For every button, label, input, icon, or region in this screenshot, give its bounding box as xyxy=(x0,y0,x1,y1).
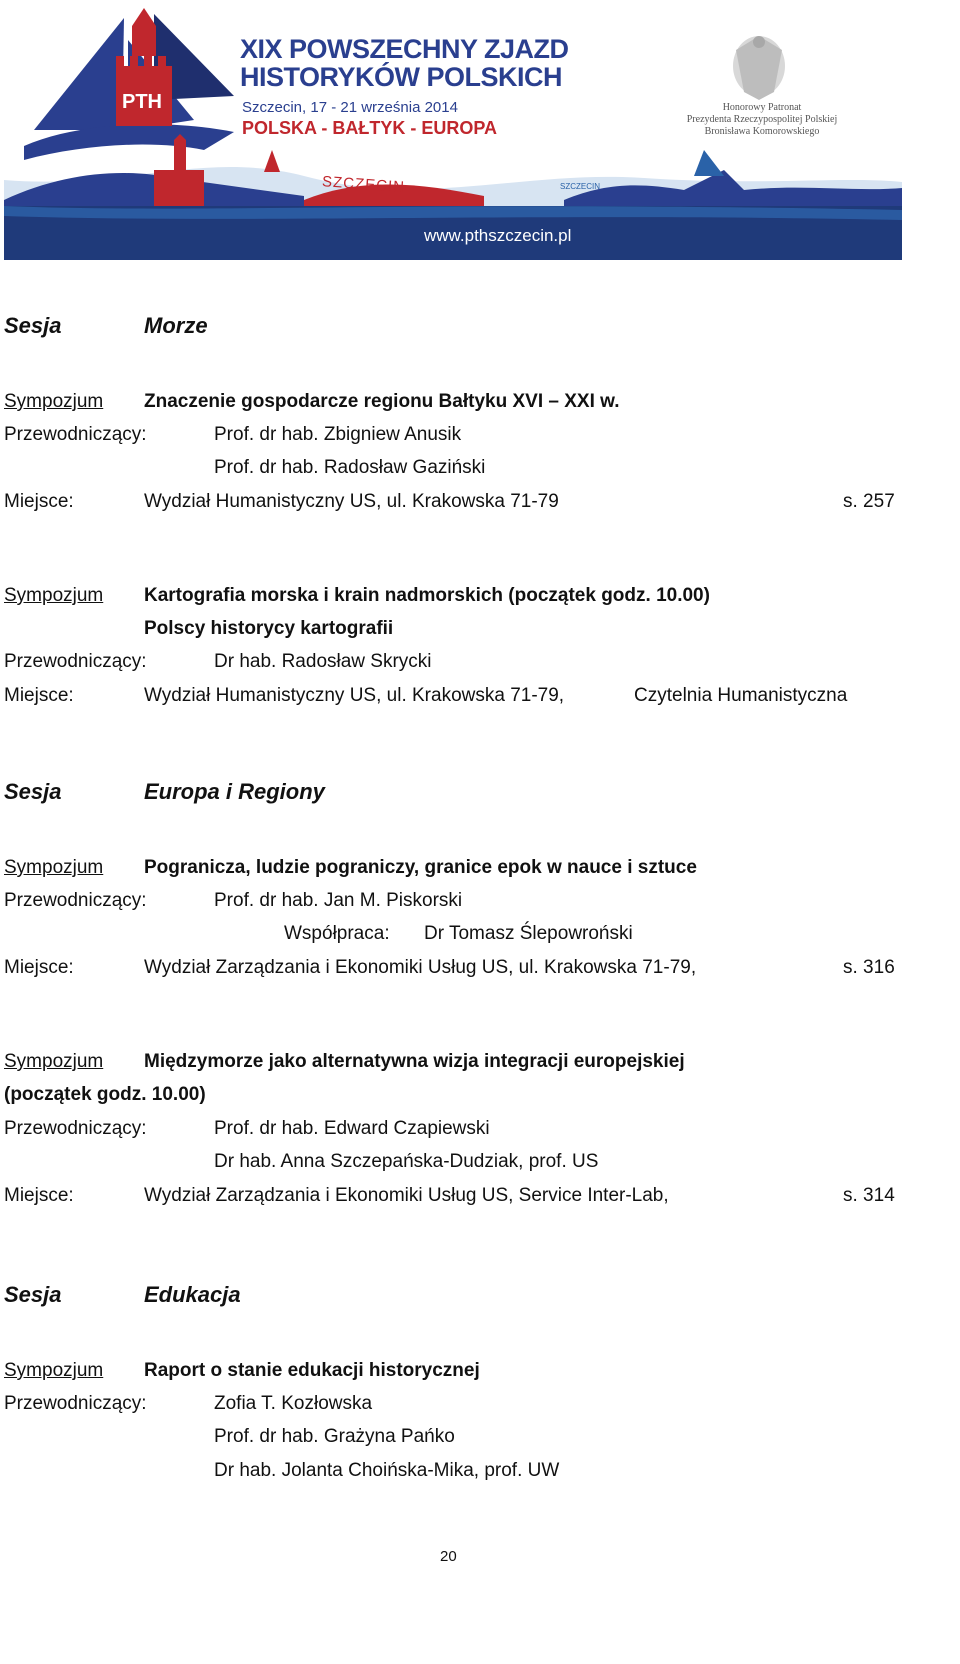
conference-banner xyxy=(4,0,902,260)
chair-label: Przewodniczący: xyxy=(4,424,147,445)
banner-patronage: Honorowy Patronat Prezydenta Rzeczypospolitej Polskiej Bronisława Komorowskiego xyxy=(686,102,838,137)
banner-url: www.pthszczecin.pl xyxy=(424,226,572,245)
symposium-title: Raport o stanie edukacji historycznej xyxy=(144,1360,480,1381)
room-value: s. 316 xyxy=(843,957,895,978)
place-value: Wydział Humanistyczny US, ul. Krakowska 71-79 xyxy=(144,491,559,512)
banner-title-line1: XIX POWSZECHNY ZJAZD xyxy=(240,34,569,64)
chair-name: Dr hab. Jolanta Choińska-Mika, prof. UW xyxy=(214,1460,560,1481)
chair-name: Prof. dr hab. Zbigniew Anusik xyxy=(214,424,462,445)
symposium-subtitle: (początek godz. 10.00) xyxy=(4,1084,206,1105)
banner-city: SZCZECIN xyxy=(321,173,406,196)
session-title: Edukacja xyxy=(144,1282,241,1307)
chair-name: Prof. dr hab. Edward Czapiewski xyxy=(214,1118,490,1139)
symposium-label: Sympozjum xyxy=(4,391,104,412)
symposium-title: Kartografia morska i krain nadmorskich (początek godz. 10.00) xyxy=(144,585,710,606)
place-label: Miejsce: xyxy=(4,491,74,512)
room-value: s. 257 xyxy=(843,491,895,512)
symposium-subtitle: Polscy historycy kartografii xyxy=(144,618,394,639)
chair-label: Przewodniczący: xyxy=(4,651,147,672)
symposium-title: Znaczenie gospodarcze regionu Bałtyku XVI – XXI w. xyxy=(144,391,620,412)
chair-name: Dr hab. Radosław Skrycki xyxy=(214,651,432,672)
room-value: s. 314 xyxy=(843,1185,895,1206)
cooperation-label: Współpraca: xyxy=(284,923,390,944)
chair-name: Dr hab. Anna Szczepańska-Dudziak, prof. US xyxy=(214,1151,599,1172)
chair-label: Przewodniczący: xyxy=(4,1118,147,1139)
page-number: 20 xyxy=(440,1548,457,1565)
room-value: Czytelnia Humanistyczna xyxy=(634,685,848,706)
session-title: Morze xyxy=(144,313,208,338)
place-value: Wydział Zarządzania i Ekonomiki Usług US, Service Inter-Lab, xyxy=(144,1185,669,1206)
banner-dates: Szczecin, 17 - 21 września 2014 xyxy=(242,99,458,116)
symposium-label: Sympozjum xyxy=(4,585,104,606)
chair-name: Prof. dr hab. Radosław Gaziński xyxy=(214,457,486,478)
session-label: Sesja xyxy=(4,313,62,338)
symposium-title: Międzymorze jako alternatywna wizja integracji europejskiej xyxy=(144,1051,685,1072)
symposium-label: Sympozjum xyxy=(4,1360,104,1381)
place-label: Miejsce: xyxy=(4,685,74,706)
svg-text:PTH: PTH xyxy=(122,91,162,113)
symposium-title: Pogranicza, ludzie pograniczy, granice epok w nauce i sztuce xyxy=(144,857,697,878)
chair-name: Zofia T. Kozłowska xyxy=(214,1393,373,1414)
place-value: Wydział Humanistyczny US, ul. Krakowska 71-79, xyxy=(144,685,565,706)
chair-label: Przewodniczący: xyxy=(4,1393,147,1414)
session-label: Sesja xyxy=(4,1282,62,1307)
symposium-label: Sympozjum xyxy=(4,1051,104,1072)
session-title: Europa i Regiony xyxy=(144,779,325,804)
place-label: Miejsce: xyxy=(4,957,74,978)
banner-city-small: SZCZECIN xyxy=(560,182,600,191)
chair-name: Prof. dr hab. Grażyna Pańko xyxy=(214,1426,455,1447)
symposium-label: Sympozjum xyxy=(4,857,104,878)
session-label: Sesja xyxy=(4,779,62,804)
banner-title-line2: HISTORYKÓW POLSKICH xyxy=(240,62,563,92)
eagle-emblem-icon xyxy=(733,36,785,100)
chair-label: Przewodniczący: xyxy=(4,890,147,911)
ship-logo-icon xyxy=(24,8,234,160)
chair-name: Prof. dr hab. Jan M. Piskorski xyxy=(214,890,463,911)
place-label: Miejsce: xyxy=(4,1185,74,1206)
cooperation-name: Dr Tomasz Ślepowroński xyxy=(424,923,633,944)
banner-subtitle: POLSKA - BAŁTYK - EUROPA xyxy=(242,118,497,138)
place-value: Wydział Zarządzania i Ekonomiki Usług US, ul. Krakowska 71-79, xyxy=(144,957,697,978)
